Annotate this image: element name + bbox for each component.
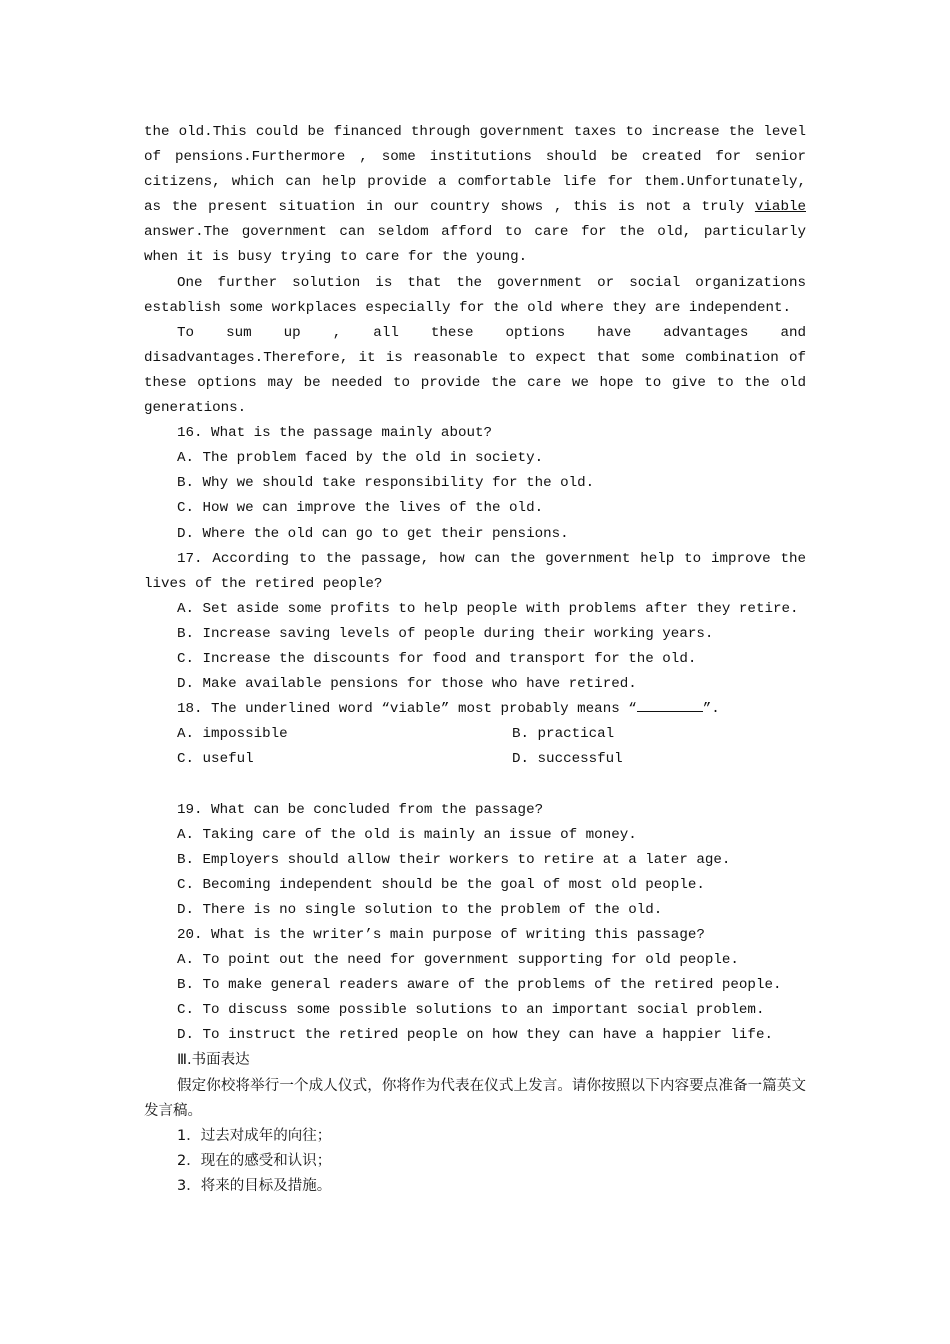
question-18-option-c: C. useful [177,751,254,768]
question-19-option-d: D. There is no single solution to the problem of the old. [177,901,663,918]
question-16-stem: 16. What is the passage mainly about? [177,425,493,442]
question-16-option-b: B. Why we should take responsibility for the old. [177,475,595,492]
question-20-stem: 20. What is the writer’s main purpose of writing this passage? [177,927,705,943]
question-19-option-a: A. Taking care of the old is mainly an issue of money. [177,826,637,843]
blank-line [144,772,806,797]
answer-blank [637,697,703,712]
question-18-option-a: A. impossible [177,726,288,743]
question-18-stem [144,697,806,722]
question-18-stem-end: ”. [702,701,720,718]
underlined-word: viable [754,199,806,216]
question-17-option-d: D. Make available pensions for those who have retired. [177,676,637,693]
passage-paragraph-1 [144,120,806,271]
question-17-option-b: B. Increase saving levels of people during their working years. [177,625,714,642]
question-16-option-c: C. How we can improve the lives of the old. [177,500,544,517]
question-18-option-b: B. practical [512,726,615,743]
question-18-options-row-2 [144,747,806,772]
question-16-option-d: D. Where the old can go to get their pensions. [177,525,569,542]
document-page [144,120,806,1199]
writing-point-1: 1．过去对成年的向往； [177,1127,332,1144]
question-19-stem: 19. What can be concluded from the passage? [177,801,544,818]
section-heading-writing: Ⅲ.书面表达 [177,1052,250,1069]
question-18-option-d: D. successful [512,751,623,768]
passage-text: answer.The government can seldom afford to care for the old, particularly when it is busy trying to care for the young. [144,224,806,266]
writing-point-3: 3．将来的目标及措施。 [177,1177,332,1194]
passage-paragraph-2: One further solution is that the government or social organizations establish some workplaces especially for the old where they are independent. [144,274,806,316]
writing-prompt: 假定你校将举行一个成人仪式，你将作为代表在仪式上发言。请你按照以下内容要点准备一篇英文发言稿。 [144,1077,806,1119]
passage-paragraph-3: To sum up , all these options have advantages and disadvantages.Therefore, it is reasonable to expect that some combination of these options may be needed to provide the care we hope to give to the old generations. [144,324,806,417]
question-19-option-c: C. Becoming independent should be the goal of most old people. [177,876,705,893]
question-17-option-c: C. Increase the discounts for food and transport for the old. [177,650,697,667]
question-20-option-a: A. To point out the need for government supporting for old people. [177,952,739,969]
question-16-option-a: A. The problem faced by the old in society. [177,450,544,467]
question-17-option-a: A. Set aside some profits to help people with problems after they retire. [177,600,799,617]
question-18-options-row-1 [144,722,806,747]
question-18-stem-text: 18. The underlined word “viable” most probably means “ [177,701,637,718]
writing-point-2: 2．现在的感受和认识； [177,1152,332,1169]
question-20-option-b: B. To make general readers aware of the problems of the retired people. [177,977,782,994]
question-17-stem: 17. According to the passage, how can the government help to improve the lives of the retired people? [144,550,806,592]
question-20-option-c: C. To discuss some possible solutions to an important social problem. [177,1002,765,1019]
passage-text: the old.This could be financed through government taxes to increase the level of pensions.Furthermore , some institutions should be created for senior citizens, which can help provide a comfortable life for them.Unfortunately, as the present situation in our country shows , this is not a truly [144,124,806,216]
question-19-option-b: B. Employers should allow their workers to retire at a later age. [177,851,731,868]
question-20-option-d: D. To instruct the retired people on how they can have a happier life. [177,1027,773,1044]
